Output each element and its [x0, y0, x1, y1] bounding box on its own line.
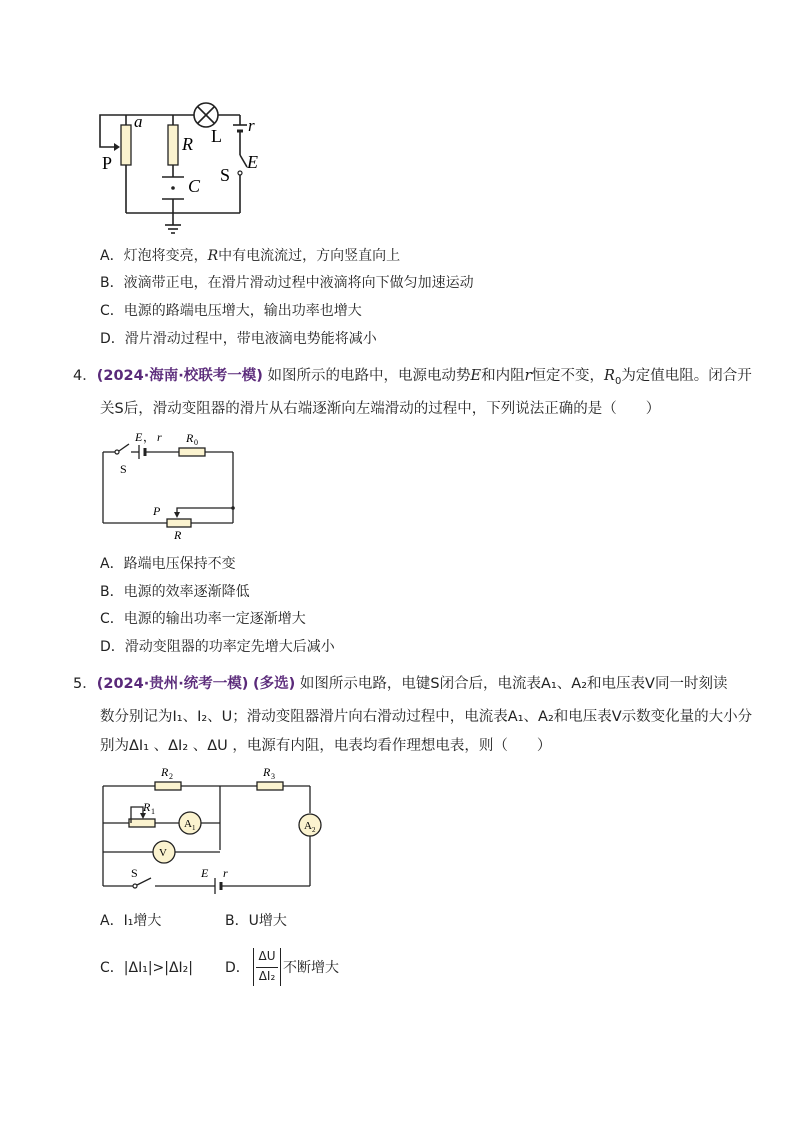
q3-option-b: B．液滴带正电，在滑片滑动过程中液滴将向下做匀加速运动	[100, 275, 474, 291]
q4-option-b: B．电源的效率逐渐降低	[100, 584, 250, 600]
q5-label-R3: R	[263, 765, 271, 779]
q3-circuit-figure	[90, 95, 270, 245]
q5-label-E: E	[201, 866, 209, 880]
q5-label-A1: A	[184, 818, 192, 830]
q3-label-C: C	[188, 176, 201, 196]
q4-label-R0: R	[186, 431, 194, 445]
q3-switch	[240, 155, 247, 167]
q3-label-R: R	[182, 134, 193, 154]
q5-resistor-R3	[257, 782, 283, 790]
q4-stem-line2: 关S后，滑动变阻器的滑片从右端逐渐向左端滑动的过程中，下列说法正确的是（ ）	[100, 401, 661, 417]
q5-label-r: r	[223, 866, 228, 880]
q4-circuit-figure	[95, 428, 245, 543]
svg-text:2: 2	[169, 772, 173, 781]
svg-text:3: 3	[271, 772, 275, 781]
q4-label-R: R	[174, 528, 182, 542]
q5-stem-line3: 别为ΔI₁ 、ΔI₂ 、ΔU ，电源有内阻，电表均看作理想电表，则（ ）	[100, 738, 552, 754]
q4-label-E: E	[135, 430, 143, 444]
q5-switch	[137, 878, 151, 885]
q5-label-R2: R	[161, 765, 169, 779]
q5-label-R1: R	[143, 800, 151, 814]
svg-text:1: 1	[151, 807, 155, 816]
q3-droplet	[171, 186, 175, 190]
q5-option-d-fraction: ΔU ΔI₂	[253, 948, 281, 986]
q5-multi-tag: (多选)	[252, 676, 296, 692]
q4-option-d: D．滑动变阻器的功率定先增大后减小	[100, 639, 335, 655]
q4-option-c: C．电源的输出功率一定逐渐增大	[100, 611, 306, 627]
q3-option-c: C．电源的路端电压增大，输出功率也增大	[100, 303, 362, 319]
q4-switch	[119, 444, 129, 451]
q4-label-r: r	[157, 430, 162, 444]
q4-stem-line1: 4．(2024·海南·校联考一模) 如图所示的电路中，电源电动势E和内阻r恒定不变，$R_0$为定值电阻。闭合开	[73, 368, 752, 387]
q5-label-V: V	[159, 847, 167, 859]
q3-option-d: D．滑片滑动过程中，带电液滴电势能将减小	[100, 331, 377, 347]
q4-slider-wire	[177, 508, 233, 514]
q3-label-P: P	[102, 153, 113, 173]
q3-resistor-R	[168, 125, 178, 165]
q3-label-L: L	[211, 126, 222, 146]
q5-option-a: A．I₁增大	[100, 913, 162, 929]
q5-source-tag: (2024·贵州·统考一模)	[96, 676, 249, 692]
q5-stem-line2: 数分别记为I₁、I₂、U；滑动变阻器滑片向右滑动过程中，电流表A₁、A₂和电压表V示数变化量的大小分	[100, 709, 753, 725]
q4-label-P: P	[153, 504, 161, 518]
q4-rheostat	[167, 519, 191, 527]
q4-option-a: A．路端电压保持不变	[100, 556, 236, 572]
svg-text:2: 2	[312, 826, 316, 834]
q4-source-tag: (2024·海南·校联考一模)	[96, 368, 263, 384]
q3-label-S: S	[220, 165, 231, 185]
q4-resistor-R0	[179, 448, 205, 456]
q5-circuit-figure	[95, 762, 330, 894]
q3-label-a: a	[134, 112, 143, 131]
q3-label-r: r	[248, 116, 255, 135]
q3-label-E: E	[247, 152, 258, 172]
q4-label-S: S	[120, 462, 127, 476]
q3-slider-arrow	[114, 143, 120, 151]
q4-slider-arrow	[174, 512, 180, 518]
q3-rheostat	[121, 125, 131, 165]
q5-label-A2: A	[304, 820, 312, 832]
q5-stem-line1: 5．(2024·贵州·统考一模) (多选) 如图所示电路，电键S闭合后，电流表A₁、A₂和电压表V同一时刻读	[73, 676, 728, 692]
q5-resistor-R2	[155, 782, 181, 790]
q5-option-c: C．|ΔI₁|>|ΔI₂|	[100, 960, 194, 976]
q5-rheostat-R1	[129, 819, 155, 827]
q5-label-S: S	[131, 866, 138, 880]
svg-text:1: 1	[192, 824, 196, 832]
svg-text:，: ，	[143, 430, 156, 444]
svg-text:0: 0	[194, 438, 198, 447]
q3-option-a: A．灯泡将变亮，R中有电流流过，方向竖直向上	[100, 248, 401, 264]
q5-option-b: B．U增大	[225, 913, 287, 929]
